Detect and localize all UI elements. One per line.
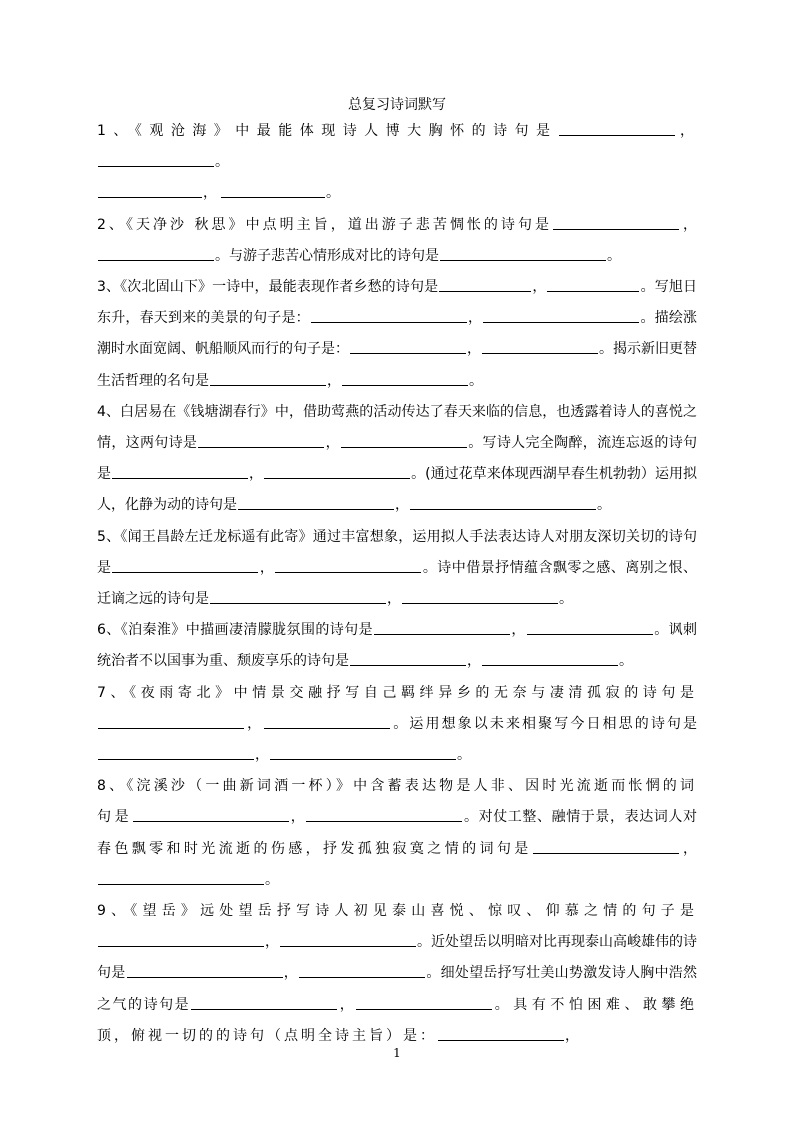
answer-blank[interactable] <box>299 963 425 978</box>
answer-blank[interactable] <box>98 152 214 167</box>
question-2: 2、《天净沙 秋思》中点明主旨，道出游子悲苦惆怅的诗句是 ，。与游子悲苦心情形成对比的诗句是 。 <box>97 216 698 264</box>
question-text: 5、《闻王昌龄左迁龙标遥有此寄》通过丰富想象，运用拟人手法表达诗人对朋友深切关切的诗句是 <box>97 528 697 576</box>
answer-blank[interactable] <box>402 589 558 604</box>
answer-blank[interactable] <box>341 433 467 448</box>
answer-blank[interactable] <box>98 745 254 760</box>
answer-blank[interactable] <box>98 714 244 729</box>
answer-blank[interactable] <box>264 464 410 479</box>
answer-blank[interactable] <box>275 558 421 573</box>
page-number: 1 <box>393 1046 401 1060</box>
question-text: 8、《浣溪沙（一曲新词酒一杯）》中含蓄表达物是人非、因时光流逝而怅惘的词句是 <box>97 778 697 826</box>
answer-blank[interactable] <box>374 620 510 635</box>
question-text: 2、《天净沙 秋思》中点明主旨，道出游子悲苦惆怅的诗句是 <box>97 216 552 233</box>
answer-blank[interactable] <box>133 807 289 822</box>
answer-blank[interactable] <box>439 277 531 292</box>
answer-blank[interactable] <box>210 371 326 386</box>
question-5: 5、《闻王昌龄左迁龙标遥有此寄》通过丰富想象，运用拟人手法表达诗人对朋友深切关切的诗句是 ， 。诗中借景抒情蕴含飘零之感、离别之恨、迁谪之远的诗句是 ， 。 <box>97 528 698 608</box>
answer-blank[interactable] <box>356 995 492 1010</box>
question-text: 3、《次北固山下》一诗中，最能表现作者乡愁的诗句是 <box>97 279 439 296</box>
answer-blank[interactable] <box>350 651 466 666</box>
question-list <box>97 116 697 1052</box>
answer-blank[interactable] <box>553 215 679 230</box>
answer-blank[interactable] <box>483 308 639 323</box>
answer-blank[interactable] <box>311 308 467 323</box>
question-text: 1、《观沧海》中最能体现诗人博大胸怀的诗句是 <box>97 123 558 139</box>
answer-blank[interactable] <box>527 620 653 635</box>
answer-blank[interactable] <box>198 433 324 448</box>
question-8: 8、《浣溪沙（一曲新词酒一杯）》中含蓄表达物是人非、因时光流逝而怅惘的词句是 ， 。对仗工整、融情于景，表达词人对春色飘零和时光流逝的伤感，抒发孤独寂寞之情的词句是 ，。 <box>97 778 698 888</box>
answer-blank[interactable] <box>98 932 264 947</box>
answer-blank[interactable] <box>559 121 675 136</box>
answer-blank[interactable] <box>98 183 202 198</box>
answer-blank[interactable] <box>438 1026 564 1041</box>
answer-blank[interactable] <box>98 870 264 885</box>
answer-blank[interactable] <box>210 589 386 604</box>
answer-blank[interactable] <box>306 807 462 822</box>
question-1: 1、《观沧海》中最能体现诗人博大胸怀的诗句是 ，。 ， 。 <box>97 123 698 202</box>
answer-blank[interactable] <box>547 277 639 292</box>
answer-blank[interactable] <box>440 246 606 261</box>
answer-blank[interactable] <box>112 558 258 573</box>
answer-blank[interactable] <box>238 495 394 510</box>
answer-blank[interactable] <box>270 745 456 760</box>
answer-blank[interactable] <box>127 963 283 978</box>
question-9: 9、《望岳》远处望岳抒写诗人初见泰山喜悦、惊叹、仰慕之情的句子是， 。近处望岳以明暗对比再现泰山高峻雄伟的诗句是 ， 。细处望岳抒写壮美山势激发诗人胸中浩然之气的诗句是 ， 。具有不怕困难、敢攀绝顶，俯视一切的的诗句（点明全诗主旨）是： ， <box>97 903 698 1044</box>
question-text: 4、白居易在《钱塘湖春行》中，借助莺燕的活动传达了春天来临的信息，也透露着诗人的喜悦之情，这两句诗是 <box>97 403 697 452</box>
answer-blank[interactable] <box>342 371 468 386</box>
question-text: 7、《夜雨寄北》中情景交融抒写自己羁绊异乡的无奈与凄清孤寂的诗句是 <box>97 684 697 701</box>
question-6: 6、《泊秦淮》中描画凄清朦胧氛围的诗句是 ， 。讽刺统治者不以国事为重、颓废享乐的诗句是 ， 。 <box>97 622 698 670</box>
question-4: 4、白居易在《钱塘湖春行》中，借助莺燕的活动传达了春天来临的信息，也透露着诗人的喜悦之情，这两句诗是 ， 。写诗人完全陶醉，流连忘返的诗句是 ， 。(通过花草来体现西湖早春生机勃勃）运用拟人，化静为动的诗句是 ， 。 <box>97 403 698 514</box>
answer-blank[interactable] <box>221 183 325 198</box>
answer-blank[interactable] <box>410 495 596 510</box>
question-text: 6、《泊秦淮》中描画凄清朦胧氛围的诗句是 <box>97 622 373 639</box>
answer-blank[interactable] <box>533 839 679 854</box>
answer-blank[interactable] <box>191 995 337 1010</box>
answer-blank[interactable] <box>482 651 618 666</box>
answer-blank[interactable] <box>264 714 390 729</box>
question-3: 3、《次北固山下》一诗中，最能表现作者乡愁的诗句是 ， 。写旭日东升，春天到来的美景的句子是： ， 。描绘涨潮时水面宽阔、帆船顺风而行的句子是： ， 。揭示新旧更替生活哲理的名句是 ， 。 <box>97 279 698 389</box>
answer-blank[interactable] <box>112 464 248 479</box>
answer-blank[interactable] <box>98 246 214 261</box>
question-7: 7、《夜雨寄北》中情景交融抒写自己羁绊异乡的无奈与凄清孤寂的诗句是， 。运用想象以未来相聚写今日相思的诗句是， 。 <box>97 684 698 764</box>
question-text: 9、《望岳》远处望岳抒写诗人初见泰山喜悦、惊叹、仰慕之情的句子是 <box>97 903 697 920</box>
answer-blank[interactable] <box>482 339 598 354</box>
answer-blank[interactable] <box>280 932 416 947</box>
page-title: 总复习诗词默写 <box>348 97 446 113</box>
answer-blank[interactable] <box>350 339 466 354</box>
